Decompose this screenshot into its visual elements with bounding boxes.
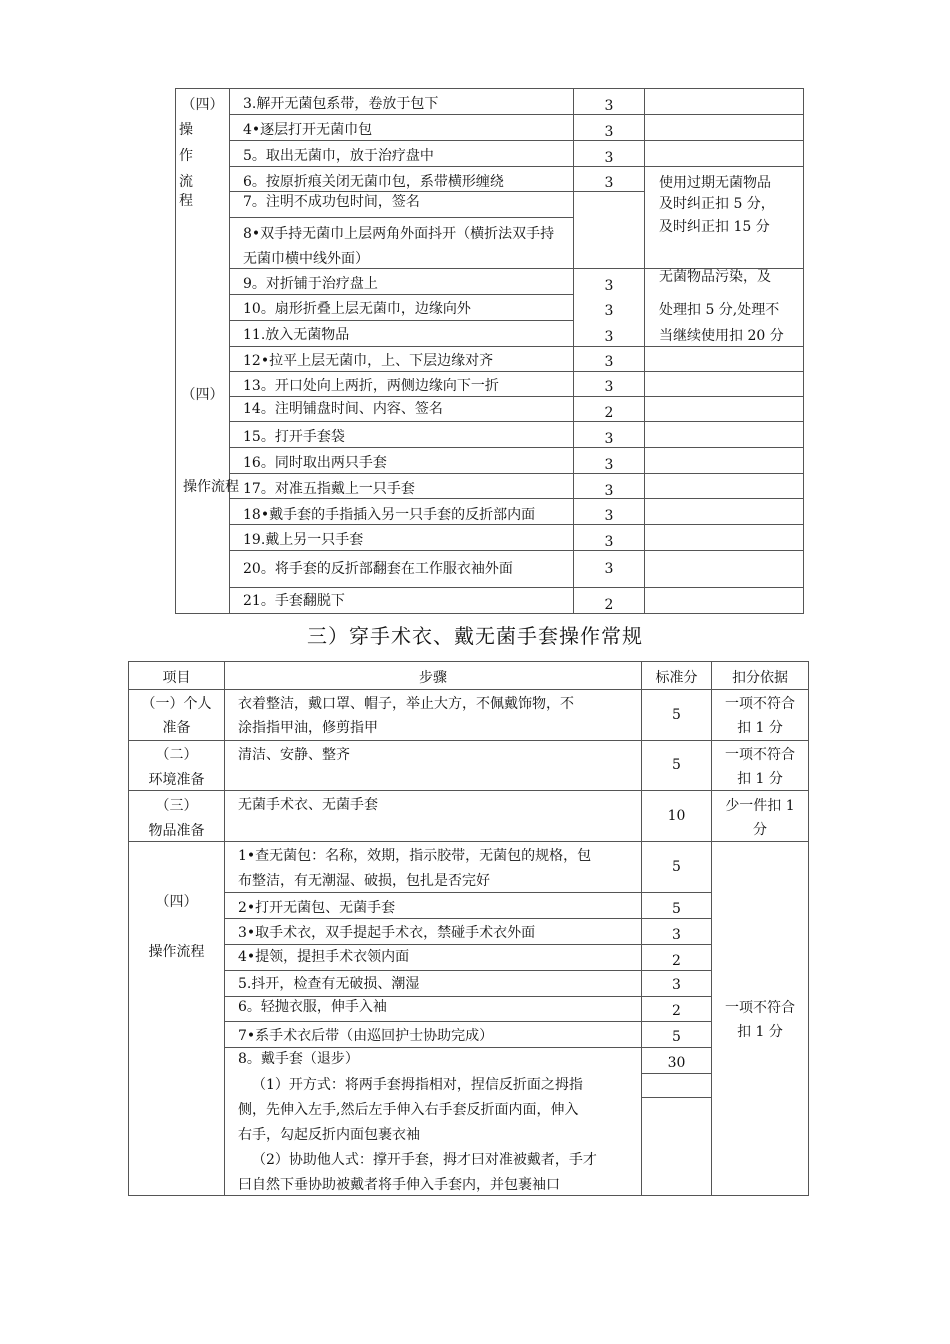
table-row-score: 3 xyxy=(604,379,614,395)
basis-text: 扣 1 分 xyxy=(737,771,783,787)
header-item: 项目 xyxy=(162,670,191,686)
table-row-step: 7。注明不成功包时间，签名 xyxy=(243,194,420,210)
step-text: （2）协助他人式：撑开手套，拇才曰对准被戴者，手才 xyxy=(252,1152,597,1168)
table-row-score: 3 xyxy=(604,150,614,166)
step-text: 4•提领，提担手术衣领内面 xyxy=(238,949,410,965)
table-row-step: 12•拉平上层无菌巾，上、下层边缘对齐 xyxy=(243,353,494,369)
score-value: 5 xyxy=(672,1029,681,1045)
basis-text: 扣 1 分 xyxy=(737,720,783,736)
step-text: 无菌手术衣、无菌手套 xyxy=(238,797,378,813)
table-row-step: 18•戴手套的手指插入另一只手套的反折部内面 xyxy=(243,507,536,523)
section-label-bottom: （四） xyxy=(181,387,224,403)
table-row-step: 14。注明铺盘时间、内容、签名 xyxy=(243,401,443,417)
score-value: 5 xyxy=(672,901,681,917)
table-row-score: 3 xyxy=(604,303,614,319)
score-value: 2 xyxy=(672,1003,681,1019)
section-label-part: 流 xyxy=(179,174,193,190)
step-text: 5.抖开，检查有无破损、潮湿 xyxy=(238,976,420,992)
section-label-part: （四） xyxy=(181,97,224,113)
item-label: 准备 xyxy=(162,720,191,736)
basis-text: 少一件扣 1 xyxy=(725,798,795,814)
table-row-step: 17。对准五指戴上一只手套 xyxy=(243,481,415,497)
basis-text: 一项不符合 xyxy=(725,747,795,763)
item-label: （一）个人 xyxy=(141,696,212,712)
table-row-score: 2 xyxy=(604,597,614,613)
score-value: 30 xyxy=(667,1055,686,1071)
table-row-score: 3 xyxy=(604,124,614,140)
table-row-score: 3 xyxy=(604,508,614,524)
step-text: 衣着整洁，戴口罩、帽子，举止大方，不佩戴饰物，不 xyxy=(238,696,574,712)
section-label-top xyxy=(176,96,229,114)
deduction-text: 及时纠正扣 5 分， xyxy=(659,196,775,212)
table-row-score: 3 xyxy=(604,175,614,191)
table-row-step: 9。对折铺于治疗盘上 xyxy=(243,276,378,292)
table-row-score: 2 xyxy=(604,405,614,421)
deduction-text: 无菌物品污染，及 xyxy=(659,269,771,285)
step-text: （1）开方式：将两手套拇指相对，捏信反折面之拇指 xyxy=(252,1077,583,1093)
score-value: 5 xyxy=(672,757,681,773)
section-label-part: 作 xyxy=(179,148,193,164)
table-row-score: 3 xyxy=(604,457,614,473)
step-text: 布整洁，有无潮湿、破损，包扎是否完好 xyxy=(238,873,490,889)
table-row-score: 3 xyxy=(604,98,614,114)
step-text: 8。戴手套（退步） xyxy=(238,1051,359,1067)
table-row-step: 13。开口处向上两折，两侧边缘向下一折 xyxy=(243,378,499,394)
deduction-text: 使用过期无菌物品 xyxy=(659,175,771,191)
step-text: 曰自然下垂协助被戴者将手伸入手套内，并包裹袖口 xyxy=(238,1177,560,1193)
table-row-step: 8•双手持无菌巾上层两角外面抖开（横折法双手持无菌巾横中线外面） xyxy=(243,226,555,267)
header-score: 标准分 xyxy=(655,670,698,686)
table-row-score: 3 xyxy=(604,329,614,345)
basis-text: 一项不符合 xyxy=(725,1000,795,1016)
score-value: 10 xyxy=(667,808,686,824)
table-row-step: 16。同时取出两只手套 xyxy=(243,455,387,471)
item-label: 操作流程 xyxy=(148,944,205,960)
step-text: 1•查无菌包：名称，效期，指示胶带，无菌包的规格，包 xyxy=(238,848,592,864)
section-label-part: 操 xyxy=(179,122,193,138)
step-text: 右手，勾起反折内面包裹衣袖 xyxy=(238,1127,420,1143)
table-row-step: 21。手套翻脱下 xyxy=(243,593,345,609)
table-row-step: 6。按原折痕关闭无菌巾包，系带横形缠绕 xyxy=(243,174,504,190)
score-value: 2 xyxy=(672,953,681,969)
step-text: 清洁、安静、整齐 xyxy=(238,747,350,763)
score-value: 5 xyxy=(672,707,681,723)
basis-text: 扣 1 分 xyxy=(737,1024,783,1040)
table-row-score: 3 xyxy=(604,278,614,294)
table-row-score: 3 xyxy=(604,534,614,550)
score-value: 3 xyxy=(672,977,681,993)
table-row-step: 10。扇形折叠上层无菌巾，边缘向外 xyxy=(243,301,471,317)
basis-text: 分 xyxy=(753,822,767,838)
step-text: 3•取手术衣，双手提起手术衣，禁碰手术衣外面 xyxy=(238,925,536,941)
step-text: 7•系手术衣后带（由巡回护士协助完成） xyxy=(238,1028,494,1044)
score-value: 3 xyxy=(672,927,681,943)
basis-text: 一项不符合 xyxy=(725,696,795,712)
table-row-score: 3 xyxy=(604,561,614,577)
item-label: 物品准备 xyxy=(148,823,205,839)
step-text: 涂指指甲油，修剪指甲 xyxy=(238,720,378,736)
step-text: 2•打开无菌包、无菌手套 xyxy=(238,900,396,916)
table-row-step: 20。将手套的反折部翻套在工作服衣袖外面 xyxy=(243,561,513,577)
score-value: 5 xyxy=(672,859,681,875)
item-label: （二） xyxy=(155,747,198,763)
item-label: （四） xyxy=(155,894,198,910)
table-row-score: 3 xyxy=(604,354,614,370)
table-row-step: 11.放入无菌物品 xyxy=(243,327,350,343)
step-text: 6。轻抛衣服，伸手入袖 xyxy=(238,999,387,1015)
section-label-bottom-text: 操作流程 xyxy=(183,479,239,495)
deduction-text: 及时纠正扣 15 分 xyxy=(659,219,770,235)
table-row-step: 5。取出无菌巾，放于治疗盘中 xyxy=(243,148,434,164)
table-row-score: 3 xyxy=(604,483,614,499)
header-basis: 扣分依据 xyxy=(732,670,788,686)
table-row-step: 19.戴上另一只手套 xyxy=(243,532,364,548)
section-title: 三）穿手术衣、戴无菌手套操作常规 xyxy=(307,624,643,648)
item-label: （三） xyxy=(155,798,198,814)
item-label: 环境准备 xyxy=(148,772,205,788)
table-row-step: 15。打开手套袋 xyxy=(243,429,345,445)
deduction-text: 处理扣 5 分,处理不 xyxy=(659,302,780,318)
table-row-score: 3 xyxy=(604,431,614,447)
table-row-step: 3.解开无菌包系带，卷放于包下 xyxy=(243,96,439,112)
table-row-step: 4•逐层打开无菌巾包 xyxy=(243,122,373,138)
header-step: 步骤 xyxy=(419,670,447,686)
deduction-text: 当继续使用扣 20 分 xyxy=(659,328,784,344)
section-label-part: 程 xyxy=(179,193,193,209)
step-text: 侧，先伸入左手,然后左手伸入右手套反折面内面，伸入 xyxy=(238,1102,579,1118)
